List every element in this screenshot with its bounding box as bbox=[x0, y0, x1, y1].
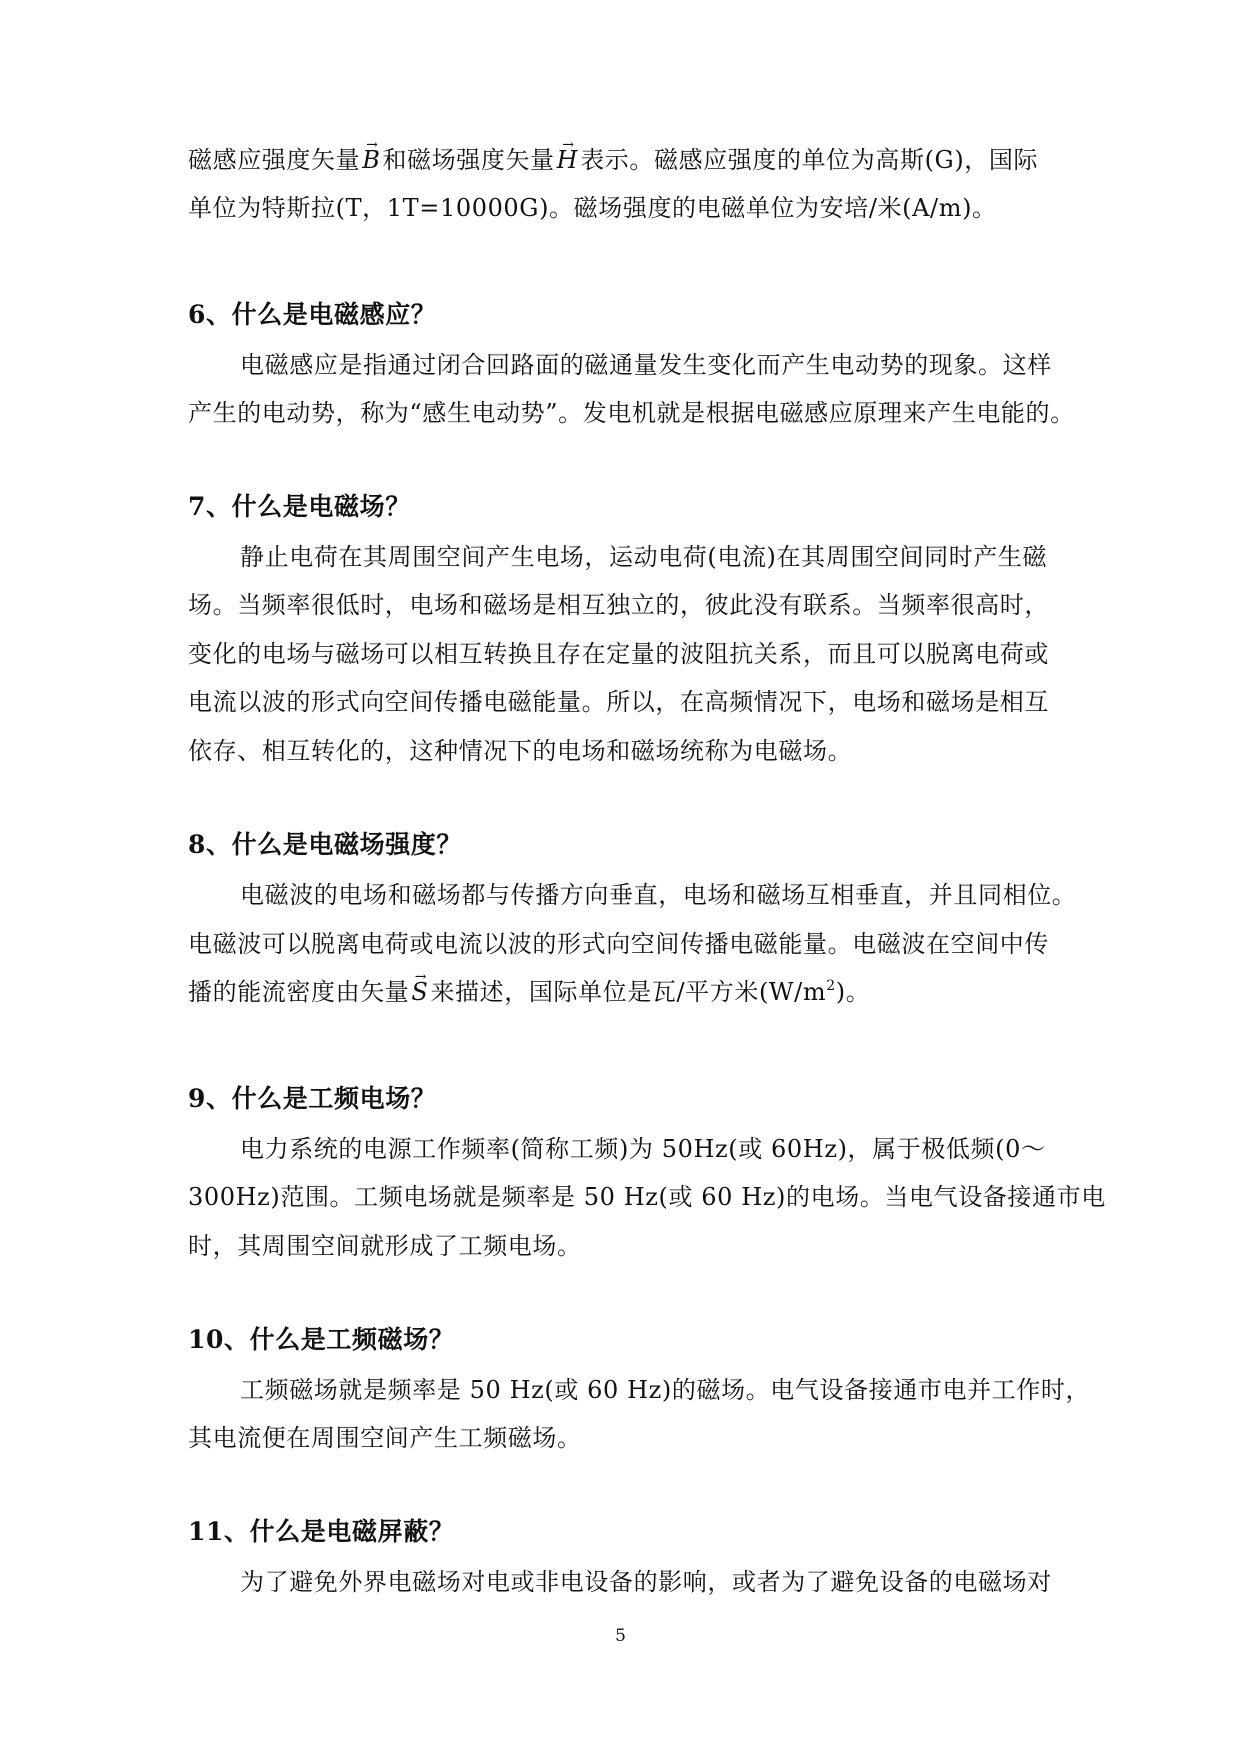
q6-heading: 6、什么是电磁感应？ bbox=[188, 300, 437, 329]
superscript-2: 2 bbox=[826, 978, 836, 994]
q7-paragraph-line: 电流以波的形式向空间传播电磁能量。所以，在高频情况下，电场和磁场是相互 bbox=[188, 688, 1049, 716]
q10-paragraph-line: 工频磁场就是频率是 50 Hz(或 60 Hz)的磁场。电气设备接通市电并工作时， bbox=[240, 1376, 1091, 1404]
q10-heading: 10、什么是工频磁场？ bbox=[188, 1325, 455, 1354]
page-number: 5 bbox=[615, 1626, 626, 1646]
q7-heading: 7、什么是电磁场？ bbox=[188, 492, 411, 521]
q11-paragraph-line: 为了避免外界电磁场对电或非电设备的影响，或者为了避免设备的电磁场对 bbox=[240, 1568, 1052, 1596]
q8-paragraph-line: 电磁波的电场和磁场都与传播方向垂直，电场和磁场互相垂直，并且同相位。 bbox=[240, 881, 1077, 909]
vector-b-symbol: → B bbox=[360, 145, 382, 175]
q10-paragraph-line: 其电流便在周围空间产生工频磁场。 bbox=[188, 1424, 582, 1452]
intro-text-c: 表示。磁感应强度的单位为高斯(G)，国际 bbox=[580, 146, 1039, 174]
q8-line3-text-a: 播的能流密度由矢量 bbox=[188, 978, 410, 1006]
q8-paragraph-line: 电磁波可以脱离电荷或电流以波的形式向空间传播电磁能量。电磁波在空间中传 bbox=[188, 930, 1049, 958]
vector-h-symbol: → H bbox=[555, 145, 581, 175]
q9-heading: 9、什么是工频电场？ bbox=[188, 1084, 437, 1113]
q7-paragraph-line: 静止电荷在其周围空间产生电场，运动电荷(电流)在其周围空间同时产生磁 bbox=[240, 543, 1048, 571]
q7-paragraph-line: 变化的电场与磁场可以相互转换且存在定量的波阻抗关系，而且可以脱离电荷或 bbox=[188, 640, 1049, 668]
q7-paragraph-line: 依存、相互转化的，这种情况下的电场和磁场统称为电磁场。 bbox=[188, 737, 853, 765]
q11-heading: 11、什么是电磁屏蔽？ bbox=[188, 1517, 455, 1546]
vector-s-symbol: → S bbox=[409, 977, 430, 1007]
intro-text-a: 磁感应强度矢量 bbox=[188, 146, 361, 174]
q7-paragraph-line: 场。当频率很低时，电场和磁场是相互独立的，彼此没有联系。当频率很高时， bbox=[188, 591, 1049, 619]
intro-text-b: 和磁场强度矢量 bbox=[382, 146, 555, 174]
q6-paragraph-line: 电磁感应是指通过闭合回路面的磁通量发生变化而产生电动势的现象。这样 bbox=[240, 351, 1052, 379]
intro-line-2: 单位为特斯拉(T，1T=10000G)。磁场强度的电磁单位为安培/米(A/m)。 bbox=[188, 194, 997, 222]
q6-paragraph-line: 产生的电动势，称为“感生电动势”。发电机就是根据电磁感应原理来产生电能的。 bbox=[188, 399, 1075, 427]
q8-line3-text-b: 来描述，国际单位是瓦/平方米(W/m bbox=[430, 978, 827, 1006]
q9-paragraph-line: 300Hz)范围。工频电场就是频率是 50 Hz(或 60 Hz)的电场。当电气设备接通市电 bbox=[188, 1183, 1106, 1211]
q9-paragraph-line: 电力系统的电源工作频率(简称工频)为 50Hz(或 60Hz)，属于极低频(0～ bbox=[240, 1135, 1046, 1163]
intro-line-1 bbox=[188, 145, 1064, 175]
q9-paragraph-line: 时，其周围空间就形成了工频电场。 bbox=[188, 1232, 582, 1260]
q8-paragraph-line bbox=[188, 977, 1064, 1007]
q8-heading: 8、什么是电磁场强度？ bbox=[188, 830, 462, 859]
q8-line3-text-c: )。 bbox=[835, 978, 871, 1006]
